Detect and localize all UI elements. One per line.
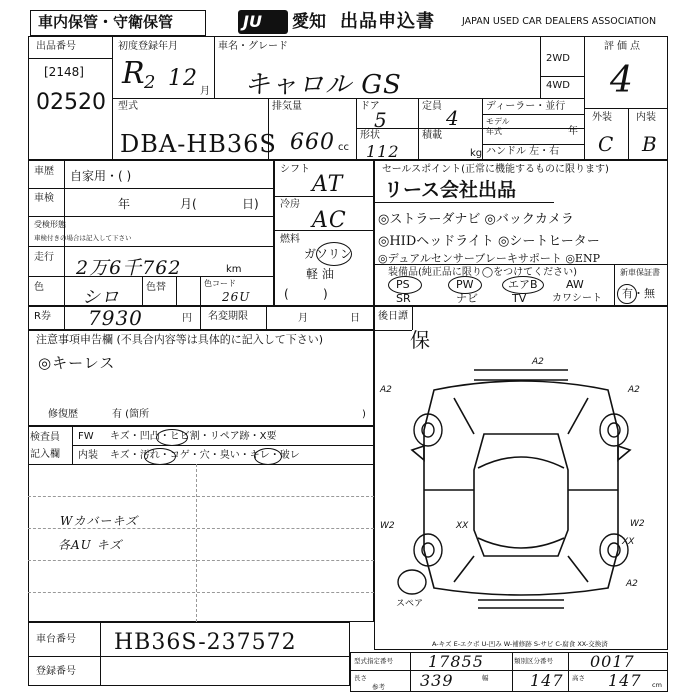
rear-label: 後日譚 xyxy=(378,311,408,322)
association-name: JAPAN USED CAR DEALERS ASSOCIATION xyxy=(462,16,657,27)
registration-label: 初度登録年月 xyxy=(118,41,178,52)
pw-circle xyxy=(448,276,482,294)
interior-label: 内装 xyxy=(636,112,656,123)
selling-point-3: ◎デュアルセンサーブレーキサポート ◎ENP xyxy=(378,252,600,265)
mark-top-right: A2 xyxy=(628,385,640,395)
inspector-label-2: 記入欄 xyxy=(30,449,60,460)
lot-label: 出品番号 xyxy=(36,41,76,52)
car-name-label: 車名・グレード xyxy=(218,41,288,52)
ac-value: AC xyxy=(312,208,347,233)
selling-headline: リース会社出品 xyxy=(384,179,517,201)
mileage-unit: km xyxy=(226,264,242,275)
new-car-warranty-options: 有・無 xyxy=(622,287,655,300)
car-name: キャロル GS xyxy=(244,70,402,100)
repair-close: ) xyxy=(362,409,366,420)
selling-point-2: ◎HIDヘッドライト ◎シートヒーター xyxy=(378,234,600,249)
color-value: シロ xyxy=(82,287,120,308)
registration-year: 2 xyxy=(144,72,157,93)
category-value: 0017 xyxy=(590,652,635,671)
equip-aw: AW xyxy=(566,278,584,291)
fuel-diesel: 軽 油 xyxy=(306,267,334,281)
new-car-warranty-label: 新車保証書 xyxy=(620,268,660,277)
opt-2wd: 2WD xyxy=(546,53,570,64)
mark-right-xx: XX xyxy=(622,537,635,547)
form-title: 出品申込書 xyxy=(340,11,435,32)
airbag-circle xyxy=(502,276,544,294)
chassis-label: 車台番号 xyxy=(36,634,76,645)
inspector-row1: キズ・凹凸・ヒビ割・リペア跡・X要 xyxy=(110,431,277,442)
shift-label: シフト xyxy=(280,164,310,175)
ju-logo xyxy=(238,10,288,34)
exterior-label: 外装 xyxy=(592,112,612,123)
mark-top: A2 xyxy=(532,357,544,367)
inspection-year-word: 年 xyxy=(118,197,131,211)
mark-right: W2 xyxy=(630,519,645,529)
notes-content: ◎キーレス xyxy=(38,354,116,372)
designation-label: 型式指定番号 xyxy=(354,657,393,665)
recycle-unit: 円 xyxy=(182,313,192,324)
equip-tv: TV xyxy=(512,292,527,305)
equip-pw: PW xyxy=(456,278,474,291)
mileage-label: 走行 xyxy=(34,252,54,263)
car-type: DBA-HB36S xyxy=(120,130,277,158)
inspection-label: 車検 xyxy=(34,193,54,204)
notes-label: 注意事項申告欄 (不具合内容等は具体的に記入して下さい) xyxy=(36,333,324,346)
color-label: 色 xyxy=(34,282,44,293)
capacity-label: 定員 xyxy=(422,101,442,112)
inspector-row2: キズ・汚れ・コゲ・穴・臭い・キレ・破レ xyxy=(110,450,300,461)
capacity-value: 4 xyxy=(446,106,460,130)
storage-label: 車内保管・守衛保管 xyxy=(38,13,174,31)
inspector-memo-2: 各AU キズ xyxy=(58,538,123,552)
fuel-gasoline: ガソリン xyxy=(304,247,353,261)
height-label: 高さ xyxy=(572,674,585,682)
equip-ps: PS xyxy=(396,278,410,291)
registration-era: R xyxy=(122,56,146,91)
ac-label: 冷房 xyxy=(280,199,300,210)
history-value: 自家用・( ) xyxy=(70,169,132,183)
repair-label: 修復歴 xyxy=(48,409,78,420)
equip-sr: SR xyxy=(396,292,411,305)
car-damage-diagram xyxy=(374,350,668,620)
selling-point-1: ◎ストラーダナビ ◎バックカメラ xyxy=(378,212,574,227)
recycle-label: R券 xyxy=(34,311,51,322)
type-label: 型式 xyxy=(118,101,138,112)
selling-label: セールスポイント(正常に機能するものに限ります) xyxy=(382,164,609,175)
lot-sub-number: [2148] xyxy=(44,65,84,79)
color-change-label: 色替 xyxy=(146,282,166,293)
displacement-label: 排気量 xyxy=(272,101,302,112)
equip-power-seat: カワシート xyxy=(552,293,602,304)
ps-circle xyxy=(388,276,422,294)
inspection-day-word: 日) xyxy=(242,197,259,211)
warranty-note: 車検付きの場合は記入して下さい xyxy=(34,234,132,242)
dent-circle xyxy=(156,429,188,446)
doors-value: 5 xyxy=(374,108,388,132)
repair-value: 有 (箇所 xyxy=(112,409,150,420)
doors-label: ドア xyxy=(360,101,380,112)
damage-legend: A-キズ E-エクボ U-凹み W-補修跡 S-サビ C-腐食 XX-交換済 xyxy=(432,640,608,648)
shape-label: 形状 xyxy=(360,130,380,141)
odor-circle xyxy=(254,448,282,465)
spare-label: スペア xyxy=(396,599,424,609)
inspector-row1-prefix: FW xyxy=(78,431,94,442)
fuel-gas-circle xyxy=(316,242,352,266)
load-unit: kg xyxy=(470,148,483,159)
shift-value: AT xyxy=(312,172,344,197)
length-label: 長さ xyxy=(354,674,367,682)
warranty-yes-circle xyxy=(617,284,637,304)
deadline-day: 日 xyxy=(350,313,360,324)
fuel-paren: ( ) xyxy=(284,287,328,301)
length-value: 339 xyxy=(420,671,454,690)
fuel-label: 燃料 xyxy=(280,234,300,245)
equip-navi: ナビ xyxy=(456,292,478,305)
mark-bottom-right: A2 xyxy=(626,579,638,589)
stain-circle xyxy=(144,448,176,465)
mark-left: W2 xyxy=(380,521,395,531)
interior-grade: B xyxy=(642,132,658,156)
ref-label-1: 参考 xyxy=(372,683,385,691)
equipment-label: 装備品(純正品に限り◯をつけてください) xyxy=(388,267,577,278)
category-label: 類別区分番号 xyxy=(514,657,553,665)
deadline-label: 名変期限 xyxy=(208,311,248,322)
reg-label: 登録番号 xyxy=(36,666,76,677)
mark-left-xx: XX xyxy=(456,521,469,531)
lot-number: 02520 xyxy=(36,90,106,115)
recycle-box xyxy=(28,306,374,330)
displacement-unit: cc xyxy=(338,142,349,153)
handle-label: ハンドル 左・右 xyxy=(486,146,560,157)
deadline-month: 月 xyxy=(298,313,308,324)
registration-month: 12 xyxy=(168,66,198,91)
height-unit: cm xyxy=(652,681,662,689)
history-label: 車歴 xyxy=(34,166,54,177)
model-year-label: モデル 年式 xyxy=(486,117,510,136)
logo-mark: JU xyxy=(243,12,262,31)
inspector-row2-prefix: 内装 xyxy=(78,450,98,461)
inspector-memo-1: Wカバーキズ xyxy=(60,514,139,528)
chassis-value: HB36S-237572 xyxy=(114,630,297,655)
opt-4wd: 4WD xyxy=(546,80,570,91)
registration-month-unit: 月 xyxy=(200,86,210,97)
rear-stamp: 保 xyxy=(410,328,431,352)
inspector-label-1: 検査員 xyxy=(30,432,60,443)
color-code-value: 26U xyxy=(222,290,251,304)
score-value: 4 xyxy=(610,60,634,101)
mark-top-left: A2 xyxy=(380,385,392,395)
brand-name: 愛知 xyxy=(292,12,326,32)
width-value: 147 xyxy=(530,671,564,690)
inspection-month-word: 月( xyxy=(180,197,197,211)
score-label: 評価点 xyxy=(604,41,643,52)
displacement-value: 660 xyxy=(290,130,335,155)
shape-value: 112 xyxy=(366,142,400,161)
recycle-value: 7930 xyxy=(88,306,143,330)
mileage-value: 2万6千762 xyxy=(76,257,182,279)
color-code-label: 色コード xyxy=(204,279,236,288)
year-unit: 年 xyxy=(568,126,578,137)
width-label: 幅 xyxy=(482,674,489,682)
equip-airbag: エアB xyxy=(508,278,538,291)
designation-value: 17855 xyxy=(428,652,484,671)
height-value: 147 xyxy=(608,671,642,690)
dealer-label: ディーラー・並行 xyxy=(486,101,566,112)
exterior-grade: C xyxy=(598,132,615,156)
load-label: 積載 xyxy=(422,130,442,141)
warranty-label: 受検形態 xyxy=(34,220,66,229)
